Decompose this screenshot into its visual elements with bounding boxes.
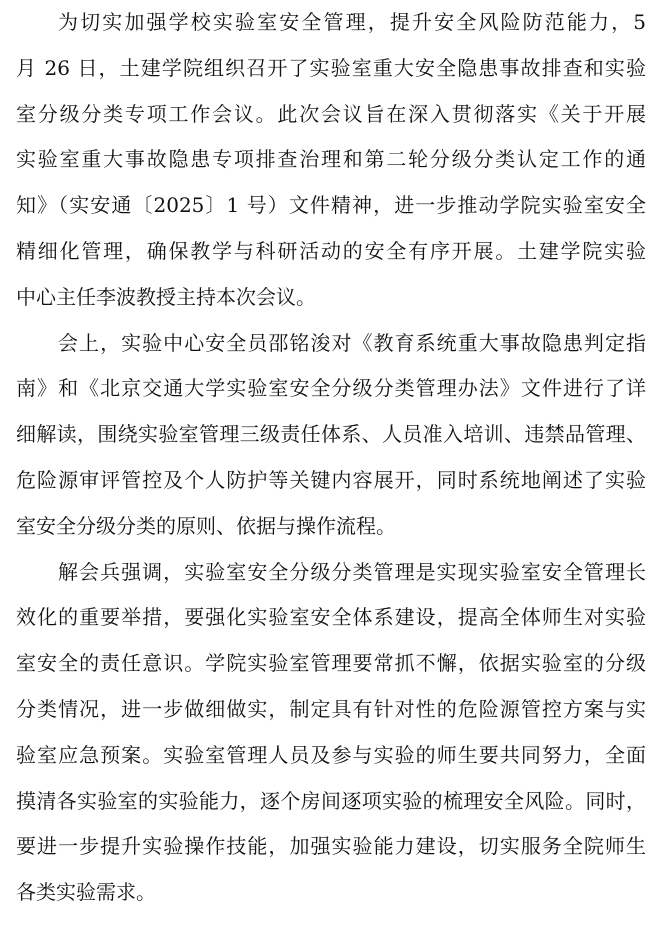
paragraph-meeting-intro (16, 0, 646, 321)
paragraph-line: 摸清各实验室的实验能力，逐个房间逐项实验的梳理安全风险。同时， (16, 788, 646, 813)
paragraph-line: 南》和《北京交通大学实验室安全分级分类管理办法》文件进行了详 (16, 376, 646, 401)
paragraph-line: 知》（实安通〔2025〕1 号）文件精神，进一步推动学院实验室安全 (16, 193, 646, 218)
paragraph-line: 室分级分类专项工作会议。此次会议旨在深入贯彻落实《关于开展 (16, 101, 646, 126)
paragraph-line: 为切实加强学校实验室安全管理，提升安全风险防范能力，5 (58, 10, 646, 34)
paragraph-line: 室安全分级分类的原则、依据与操作流程。 (16, 513, 396, 538)
paragraph-emphasis (16, 550, 646, 916)
paragraph-line: 验室应急预案。实验室管理人员及参与实验的师生要共同努力，全面 (16, 742, 646, 767)
paragraph-line: 中心主任李波教授主持本次会议。 (16, 284, 316, 309)
paragraph-line: 效化的重要举措，要强化实验室安全体系建设，提高全体师生对实验 (16, 605, 646, 630)
paragraph-line: 各类实验需求。 (16, 880, 156, 905)
article-body (16, 0, 646, 916)
paragraph-line: 月 26 日，土建学院组织召开了实验室重大安全隐患事故排查和实验 (16, 55, 646, 80)
paragraph-line: 精细化管理，确保教学与科研活动的安全有序开展。土建学院实验 (16, 238, 646, 263)
paragraph-safety-officer (16, 321, 646, 550)
paragraph-line: 分类情况，进一步做细做实，制定具有针对性的危险源管控方案与实 (16, 696, 646, 721)
paragraph-line: 细解读，围绕实验室管理三级责任体系、人员准入培训、违禁品管理、 (16, 422, 646, 447)
paragraph-line: 实验室重大事故隐患专项排查治理和第二轮分级分类认定工作的通 (16, 147, 646, 172)
paragraph-line: 解会兵强调，实验室安全分级分类管理是实现实验室安全管理长 (58, 559, 646, 584)
paragraph-line: 危险源审评管控及个人防护等关键内容展开，同时系统地阐述了实验 (16, 467, 646, 492)
paragraph-line: 会上，实验中心安全员邵铭浚对《教育系统重大事故隐患判定指 (58, 330, 646, 355)
paragraph-line: 要进一步提升实验操作技能，加强实验能力建设，切实服务全院师生 (16, 834, 646, 859)
paragraph-line: 室安全的责任意识。学院实验室管理要常抓不懈，依据实验室的分级 (16, 651, 646, 676)
